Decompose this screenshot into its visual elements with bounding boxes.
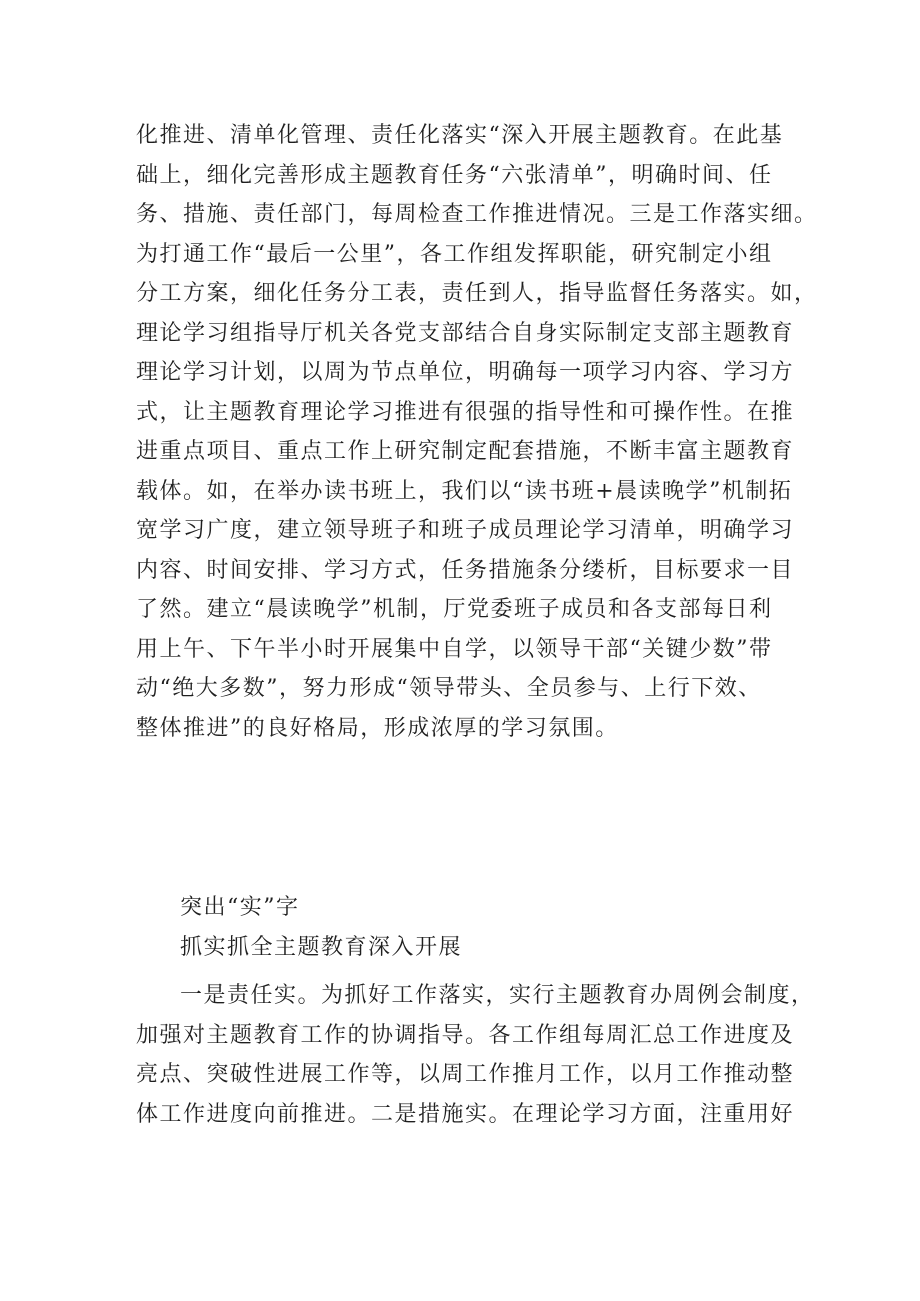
text-line: 整体推进”的良好格局，形成浓厚的学习氛围。: [136, 715, 619, 741]
section-subheading: [136, 928, 796, 968]
heading-text: 突出“实”字: [180, 895, 300, 920]
text-line: 理论学习计划，以周为节点单位，明确每一项学习内容、学习方: [136, 360, 795, 385]
text-line: 用上午、下午半小时开展集中自学，以领导干部“关键少数”带: [136, 636, 773, 662]
text-line: 内容、时间安排、学习方式，任务措施条分缕析，目标要求一目: [136, 557, 795, 583]
text-line: 理论学习组指导厅机关各党支部结合自身实际制定支部主题教育: [136, 320, 795, 346]
text-line: 体工作进度向前推进。二是措施实。在理论学习方面，注重用好: [136, 1101, 795, 1127]
text-line: 进重点项目、重点工作上研究制定配套措施，不断丰富主题教育: [136, 439, 795, 464]
text-line: 务、措施、责任部门，每周检查工作推进情况。三是工作落实细。: [136, 202, 818, 227]
text-line: 化推进、清单化管理、责任化落实“深入开展主题教育。在此基: [136, 123, 784, 148]
text-line: 式，让主题教育理论学习推进有很强的指导性和可操作性。在推: [136, 399, 795, 425]
text-line: 一是责任实。为抓好工作落实，实行主题教育办周例会制度，: [180, 983, 815, 1008]
text-line: 了然。建立“晨读晚学”机制，厅党委班子成员和各支部每日利: [136, 597, 773, 622]
section-heading: [136, 888, 796, 928]
text-line: 分工方案，细化任务分工表，责任到人，指导监督任务落实。如，: [136, 281, 818, 306]
text-line: 加强对主题教育工作的协调指导。各工作组每周汇总工作进度及: [136, 1022, 795, 1048]
body-paragraph: [136, 116, 818, 748]
subheading-text: 抓实抓全主题教育深入开展: [180, 935, 463, 960]
text-line: 载体。如，在举办读书班上，我们以“读书班+晨读晚学”机制拓: [136, 478, 793, 504]
text-line: 宽学习广度，建立领导班子和班子成员理论学习清单，明确学习: [136, 518, 795, 543]
body-paragraph: [136, 976, 815, 1134]
text-line: 为打通工作“最后一公里”，各工作组发挥职能，研究制定小组: [136, 241, 773, 267]
text-line: 础上，细化完善形成主题教育任务“六张清单”，明确时间、任: [136, 162, 773, 188]
text-line: 亮点、突破性进展工作等，以周工作推月工作，以月工作推动整: [136, 1062, 795, 1087]
text-line: 动“绝大多数”，努力形成“领导带头、全员参与、上行下效、: [136, 676, 762, 701]
